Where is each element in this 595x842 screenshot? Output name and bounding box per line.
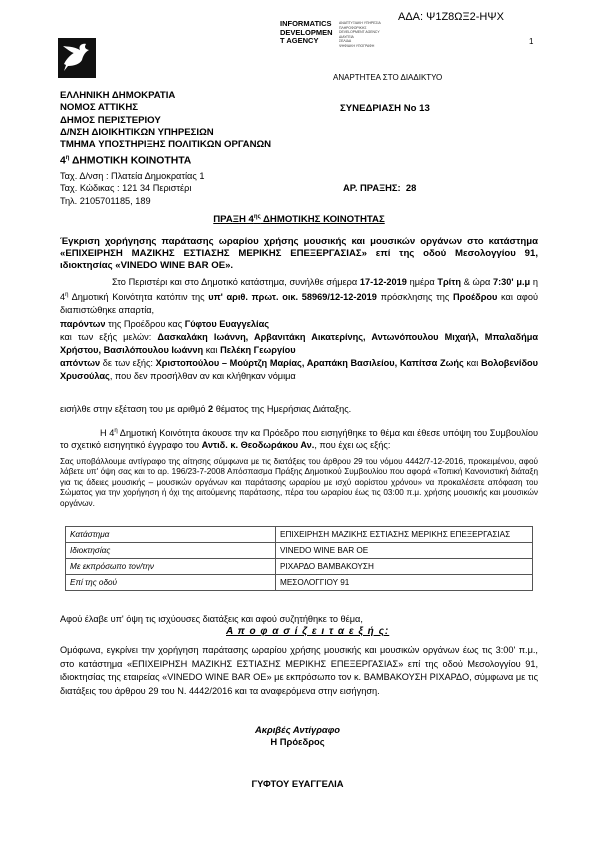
- agency-subtitle-line: ΨΗΦΙΑΚΗ ΥΠΟΓΡΑΦΗ: [339, 43, 375, 48]
- present-line: [60, 318, 538, 331]
- text: και: [203, 345, 221, 356]
- act-number: [343, 182, 416, 193]
- authority-line: ΔΗΜΟΣ ΠΕΡΙΣΤΕΡΙΟΥ: [60, 114, 161, 126]
- text: η 4: [60, 277, 538, 303]
- table-value: VINEDO WINE BAR OE: [276, 543, 533, 559]
- agency-subtitle-line: DEVELOPMENT AGENCY: [339, 30, 380, 35]
- present-label: παρόντων: [60, 318, 106, 329]
- address-line: Ταχ. Δ/νση : Πλατεία Δημοκρατίας 1: [60, 171, 205, 181]
- agency-line: INFORMATICS: [280, 19, 332, 28]
- proposal-author: Αντιδ. κ. Θεοδωράκου Αν.: [201, 440, 315, 451]
- table-row: [66, 527, 533, 543]
- member-last: Πελέκη Γεωργίου: [220, 345, 296, 356]
- text: , που δεν προσήλθαν αν και κλήθηκαν νόμιμα: [109, 371, 296, 382]
- act-title: [60, 214, 538, 225]
- address-line: Ταχ. Κώδικας : 121 34 Περιστέρι: [60, 183, 192, 194]
- address-line: Τηλ. 2105701185, 189: [60, 195, 151, 206]
- act-number-label: ΑΡ. ΠΡΑΞΗΣ:: [343, 182, 401, 193]
- table-label: Επί της οδού: [66, 575, 276, 591]
- absent-last: Βολοβενίδου Χρυσούλας: [60, 358, 538, 382]
- text: πρόσκλησης της: [376, 292, 454, 303]
- agency-subtitle: [339, 21, 381, 49]
- proposal-paragraph: [60, 425, 538, 451]
- text: ημέρα: [406, 277, 438, 287]
- table-value: ΡΙΧΑΡΔΟ ΒΑΜΒΑΚΟΥΣΗ: [276, 559, 533, 575]
- agenda-line: [60, 404, 351, 414]
- decision-intro: Αφού έλαβε υπ' όψη τις ισχύουσες διατάξεις και αφού συζητήθηκε το θέμα,: [60, 614, 363, 624]
- community-sup: η: [65, 155, 70, 161]
- absent-line: [60, 357, 538, 383]
- signer-role: Η Πρόεδρος: [270, 736, 325, 747]
- address-block: [60, 170, 204, 207]
- members-line: [60, 331, 538, 357]
- decision-heading: Α π ο φ α σ ί ζ ε ι τ α ε ξ ή ς:: [226, 626, 390, 637]
- dove-icon: [58, 38, 96, 78]
- table-label: Κατάστημα: [66, 527, 276, 543]
- text: εισήλθε στην εξέταση του με αριθμό: [60, 404, 209, 414]
- act-title-a: ΠΡΑΞΗ 4: [213, 214, 254, 226]
- text: δε των εξής:: [100, 358, 156, 369]
- act-subject: Έγκριση χορήγησης παράτασης ωραρίου χρήσης μουσικής και μουσικών οργάνων στο κατάστημα «ΕΠΙΧΕΙΡΗΣΗ ΜΑΖΙΚΗΣ ΕΣΤΙΑΣΗΣ ΜΕΡΙΚΗΣ ΕΠΕΞΕΡΓΑΣΙΑΣ» επί της οδού Μεσολογγίου 91, ιδιοκτησίας «VINEDO WINE BAR OE».: [60, 236, 538, 272]
- page-number: 1: [529, 37, 534, 46]
- authority-heading: [60, 90, 271, 151]
- text: θέματος της Ημερήσιας Διάταξης.: [213, 404, 352, 414]
- meeting-time: 7:30' μ.μ: [493, 277, 531, 287]
- table-row: [66, 543, 533, 559]
- act-title-b: ΔΗΜΟΤΙΚΗΣ ΚΟΙΝΟΤΗΤΑΣ: [260, 214, 385, 226]
- agency-subtitle-line: ΔΙΑΥΓΕΙΑ: [339, 34, 354, 39]
- agency-line: DEVELOPMEN: [280, 27, 333, 37]
- authority-line: ΕΛΛΗΝΙΚΗ ΔΗΜΟΚΡΑΤΙΑ: [60, 90, 176, 101]
- table-label: Ιδιοκτησίας: [66, 543, 276, 559]
- text: η: [65, 292, 69, 299]
- request-paragraph: Σας υποβάλλουμε αντίγραφο της αίτησης σύμφωνα με τις διατάξεις του άρθρου 29 του νόμου 4442/7-12-2016, προκειμένου, αφού λάβετε υπ' όψη σας και το αρ. 196/23-7-2008 Απόσπασμα Πράξης Δημοτικού Συμβουλίου που αφορά «Τοπική Κανονιστική διάταξη για τις άδειες μουσικής – μουσικών οργάνων και παράτασης ωραρίου με ισχύ αορίστου χρόνου» να προκαλέσετε απόφαση του Σώματος για την χορήγηση ή όχι της αιτούμενης παράτασης, πέρα του ωραρίου έως τις 03:00 π.μ. χρήσης μουσικής και μουσικών οργάνων.: [60, 457, 538, 508]
- community-number: 4: [60, 155, 66, 167]
- text: και των εξής μελών:: [60, 331, 158, 342]
- table-row: [66, 559, 533, 575]
- authority-line: ΤΜΗΜΑ ΥΠΟΣΤΗΡΙΞΗΣ ΠΟΛΙΤΙΚΩΝ ΟΡΓΑΝΩΝ: [60, 139, 272, 151]
- text: & ώρα: [460, 277, 494, 287]
- ada-code: ΑΔΑ: Ψ1Ζ8ΩΞ2-ΗΨΧ: [398, 11, 504, 23]
- members-list: Δασκαλάκη Ιωάννη, Αρβανιτάκη Αικατερίνης, Αντωνόπουλου Μιχαήλ, Μπαλαδήμα Χρήστου, Βασιλόπουλου Ιωάννη: [60, 331, 538, 356]
- absent-label: απόντων: [60, 358, 101, 369]
- act-title-sup: ης: [253, 214, 261, 220]
- posting-note: ΑΝΑΡΤΗΤΕΑ ΣΤΟ ΔΙΑΔΙΚΤΥΟ: [333, 73, 443, 82]
- table-value: ΜΕΣΟΛΟΓΓΙΟΥ 91: [276, 575, 533, 591]
- community-name: [60, 155, 191, 166]
- signer-name: ΓΥΦΤΟΥ ΕΥΑΓΓΕΛΙΑ: [251, 778, 344, 789]
- agency-subtitle-line: ΠΛΗΡΟΦΟΡΙΚΗΣ: [339, 25, 367, 30]
- text: Η 4: [100, 428, 115, 439]
- text: και: [463, 358, 481, 369]
- meeting-paragraph: [60, 276, 538, 384]
- table-label: Με εκπρόσωπο τον/την: [66, 559, 276, 575]
- text: η: [114, 428, 118, 434]
- meeting-intro: [60, 276, 538, 318]
- shop-table: [65, 526, 533, 591]
- text: της Προέδρου κας: [105, 318, 185, 329]
- agency-line: T AGENCY: [280, 36, 319, 46]
- agency-subtitle-line: ΣΕΛΙΔΑ: [339, 39, 352, 44]
- agency-name: [280, 20, 333, 46]
- agenda-number: 2: [208, 404, 214, 414]
- table-row: [66, 575, 533, 591]
- text: , που έχει ως εξής:: [314, 440, 391, 451]
- president-name: Γύφτου Ευαγγελίας: [184, 318, 270, 329]
- session-number: ΣΥΝΕΔΡΙΑΣΗ Νο 13: [340, 103, 430, 114]
- community-rest: ΔΗΜΟΤΙΚΗ ΚΟΙΝΟΤΗΤΑ: [69, 155, 192, 167]
- authority-line: ΝΟΜΟΣ ΑΤΤΙΚΗΣ: [60, 102, 139, 114]
- invitation-ref: υπ' αριθ. πρωτ. οικ. 58969/12-12-2019: [208, 292, 377, 303]
- authority-line: Δ/ΝΣΗ ΔΙΟΙΚΗΤΙΚΩΝ ΥΠΗΡΕΣΙΩΝ: [60, 126, 214, 138]
- text: Δημοτική Κοινότητα κατόπιν της: [68, 292, 209, 303]
- meeting-day: Τρίτη: [437, 277, 461, 287]
- act-number-value: 28: [405, 182, 417, 193]
- table-value: ΕΠΙΧΕΙΡΗΣΗ ΜΑΖΙΚΗΣ ΕΣΤΙΑΣΗΣ ΜΕΡΙΚΗΣ ΕΠΕΞΕΡΓΑΣΙΑΣ: [276, 527, 533, 543]
- text: Προέδρου: [453, 292, 498, 303]
- decision-body: Ομόφωνα, εγκρίνει την χορήγηση παράτασης ωραρίου χρήσης μουσικής και μουσικών οργάνων έως τις 3:00' π.μ., στο κατάστημα «ΕΠΙΧΕΙΡΗΣΗ ΜΑΖΙΚΗΣ ΕΣΤΙΑΣΗΣ ΜΕΡΙΚΗΣ ΕΠΕΞΕΡΓΑΣΙΑΣ» επί της οδού Μεσολογγίου 91, ιδιοκτησίας της εταιρείας «VINEDO WINE BAR OE» με εκπρόσωπο τον κ. ΒΑΜΒΑΚΟΥΣΗ ΡΙΧΑΡΔΟ, σύμφωνα με τις διατάξεις του άρθρου 29 του Ν. 4442/2016 και τα αναφερόμενα στην εισήγηση.: [60, 645, 538, 696]
- absent-list: Χριστοπούλου – Μούρτζη Μαρίας, Αραπάκη Βασιλείου, Καπίτσα Ζωής: [155, 358, 464, 369]
- meeting-date: 17-12-2019: [359, 277, 407, 287]
- true-copy-label: Ακριβές Αντίγραφο: [254, 724, 341, 735]
- agency-subtitle-line: ΑΝΑΠΤΥΞΙΑΚΗ ΥΠΗΡΕΣΙΑ: [339, 21, 381, 25]
- text: και αφού διαπιστώθηκε απαρτία,: [60, 292, 539, 316]
- text: Στο Περιστέρι και στο Δημοτικό κατάστημα, συνήλθε σήμερα: [112, 277, 360, 287]
- text: Δημοτική Κοινότητα άκουσε την κα Πρόεδρο που εισηγήθηκε το θέμα και έθεσε υπόψη του Συμβουλίου το σχετικό εισηγητικό έγγραφο του: [60, 428, 538, 451]
